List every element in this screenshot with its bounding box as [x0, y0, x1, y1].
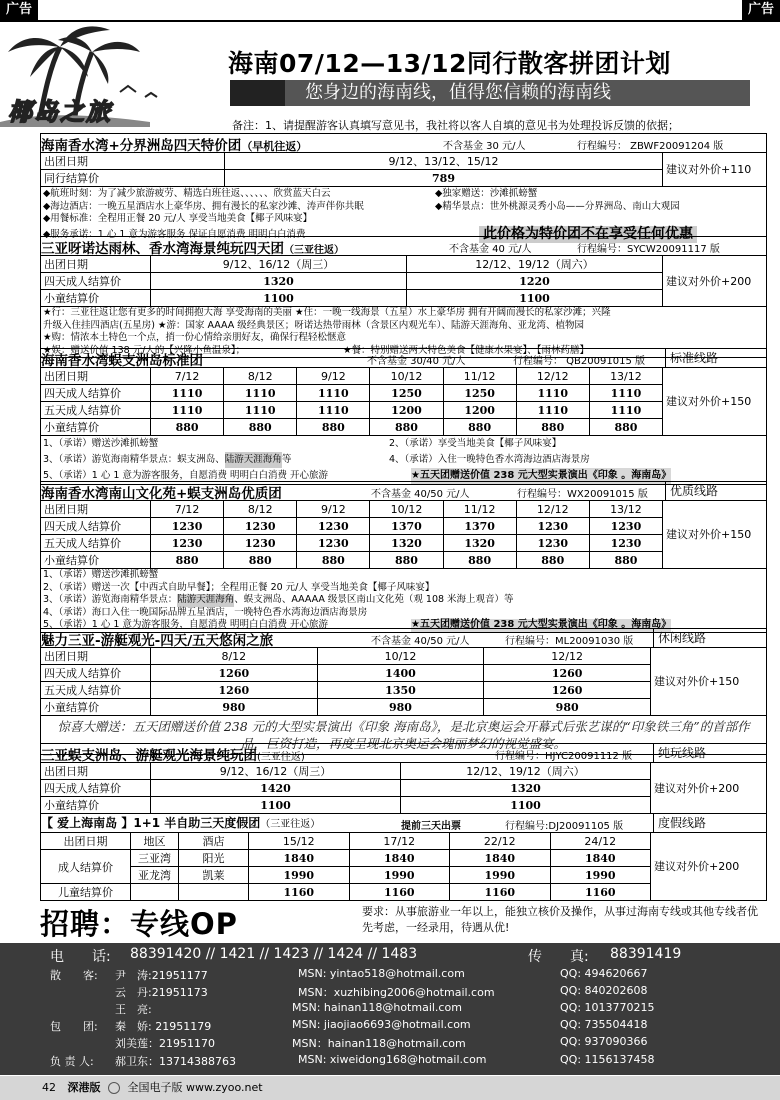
- row-label: 五天成人结算价: [41, 402, 151, 419]
- tour-tag: （三亚往返）: [284, 245, 344, 256]
- commitment-item: 1、（承诺）赠送沙滩抓螃蟹: [43, 569, 159, 580]
- fund-note: 不含基金 40/50 元/人: [371, 636, 470, 647]
- fund-note: 不含基金 30 元/人: [443, 141, 526, 152]
- date-cell: 22/12: [450, 833, 551, 850]
- contact-role: 包 团:: [50, 1020, 98, 1033]
- contact-qq: QQ: 937090366: [560, 1035, 648, 1048]
- row-label: 出团日期: [41, 763, 151, 780]
- commitment-item: 1、（承诺）赠送沙滩抓螃蟹: [43, 438, 159, 449]
- row-label: 四天成人结算价: [41, 780, 151, 797]
- price-cell: 880: [516, 552, 589, 569]
- row-label: 五天成人结算价: [41, 682, 151, 699]
- header-cell: 酒店: [179, 833, 249, 850]
- line-type-label: 休闲线路: [653, 629, 706, 648]
- price-cell: 1220: [407, 273, 663, 290]
- price-cell: 980: [484, 699, 651, 716]
- price-cell: 1100: [151, 290, 407, 307]
- price-cell: 980: [151, 699, 318, 716]
- suggested-price: 建议对外价+150: [663, 501, 767, 569]
- route-code: 行程编号：WX20091015 版: [517, 489, 648, 500]
- tour-section-wuzhizhou-pure: [40, 743, 767, 814]
- website-link[interactable]: 全国电子版 www.zyoo.net: [127, 1081, 263, 1094]
- tour-name: 【 爱上海南岛 】1+1 半自助三天度假团: [41, 816, 261, 830]
- price-cell: 1320: [370, 535, 443, 552]
- contact-msn: MSN: xiweidong168@hotmail.com: [298, 1053, 487, 1066]
- departure-dates: 9/12、13/12、15/12: [225, 153, 663, 170]
- price-table: [40, 152, 767, 187]
- fund-note: 不含基金 40 元/人: [449, 244, 532, 255]
- price-cell: 1230: [516, 535, 589, 552]
- feature-item: ◆服务承诺：1 心 1 意为游客服务 保证自愿消费 明明白白消费: [43, 228, 306, 240]
- contact-role: 散 客:: [50, 969, 98, 982]
- contact-name: 尹 涛:21951177: [115, 969, 208, 982]
- row-label: 儿童结算价: [41, 884, 131, 901]
- departure-dates: 9/12、16/12（周三）: [151, 763, 401, 780]
- price-cell: 1160: [349, 884, 450, 901]
- price-cell: 1320: [443, 535, 516, 552]
- row-label: 同行结算价: [41, 170, 225, 187]
- emblem-icon: [108, 1082, 120, 1094]
- price-cell: 880: [370, 419, 443, 436]
- price-cell: 1230: [516, 518, 589, 535]
- route-code: 行程编号：ML20091030 版: [505, 636, 634, 647]
- contact-msn: MSN：hainan118@hotmail.com: [292, 1037, 466, 1050]
- tour-commitments: [40, 436, 767, 485]
- row-label: 小童结算价: [41, 797, 151, 814]
- contact-msn: MSN: jiaojiao6693@hotmail.com: [292, 1018, 471, 1031]
- tour-name: 魅力三亚-游艇观光-四天/五天悠闲之旅: [41, 633, 274, 649]
- contact-name: 云 丹:21951173: [115, 986, 208, 999]
- tour-name: 海南香水湾蜈支洲岛标准团: [41, 353, 203, 369]
- feature-item: ◆精华景点：世外桃源灵秀小岛——分界洲岛、南山大观园: [435, 200, 680, 212]
- fund-note: 不含基金 30/40 元/人: [367, 356, 466, 367]
- price-cell: 1110: [297, 385, 370, 402]
- date-cell: 10/12: [317, 648, 484, 665]
- price-cell: 880: [151, 419, 224, 436]
- price-table: [40, 647, 767, 716]
- feature-item: 升级入住挂四酒店(五星房) ★游：国家 AAAA 级经典景区；呀诺达热带雨林（含景区内观光车）、陆游天涯海角、亚龙湾、植物园: [43, 319, 585, 331]
- gift-notice: ★五天团赠送价值 238 元大型实景演出《印象 。海南岛》: [411, 619, 672, 630]
- tour-tag: （三亚往返）: [260, 819, 321, 830]
- commitment-item: 2、（承诺）赠送一次【中西式自助早餐】；全程用正餐 20 元/人 享受当地美食【椰子风味宴】: [43, 581, 435, 593]
- price-cell: 1320: [151, 273, 407, 290]
- price-cell: 1990: [550, 867, 651, 884]
- date-cell: 11/12: [443, 501, 516, 518]
- row-label: 小童结算价: [41, 552, 151, 569]
- price-cell: 880: [297, 419, 370, 436]
- commitment-item: 3、（承诺）游览海南精华景点：: [43, 594, 178, 605]
- slogan-text: 您身边的海南线，值得您信赖的海南线: [305, 82, 611, 103]
- departure-dates: 12/12、19/12（周六）: [401, 763, 651, 780]
- price-cell: 1200: [370, 402, 443, 419]
- price-table: [40, 255, 767, 307]
- price-cell: 1840: [550, 850, 651, 867]
- tour-name: 海南香水湾南山文化苑+蜈支洲岛优质团: [41, 486, 282, 502]
- date-cell: 12/12: [484, 648, 651, 665]
- contact-name: 刘美莲：21951170: [115, 1037, 215, 1050]
- row-label: 出团日期: [41, 153, 225, 170]
- price-cell: 1230: [151, 535, 224, 552]
- recruit-title: 招聘：专线OP: [40, 907, 238, 941]
- area-cell: 亚龙湾: [131, 867, 179, 884]
- price-cell: 1840: [450, 850, 551, 867]
- price-cell: 1260: [151, 665, 318, 682]
- tour-section-wuzhizhou-standard: [40, 348, 767, 485]
- departure-dates: 12/12、19/12（周六）: [407, 256, 663, 273]
- date-cell: 17/12: [349, 833, 450, 850]
- gift-notice: ★五天团赠送价值 238 元大型实景演出《印象 。海南岛》: [411, 468, 671, 484]
- price-cell: 1110: [151, 385, 224, 402]
- commitment-item: 5、（承诺）1 心 1 意为游客服务，自愿消费 明明白白消费 开心旅游: [43, 470, 328, 481]
- contact-qq: QQ: 840202608: [560, 984, 648, 997]
- fund-note: 不含基金 40/50 元/人: [371, 489, 470, 500]
- row-label: 出团日期: [41, 648, 151, 665]
- price-cell: 1110: [297, 402, 370, 419]
- line-type-label: 度假线路: [653, 814, 706, 833]
- suggested-price: 建议对外价+200: [651, 763, 767, 814]
- commitment-item: 等: [281, 454, 292, 465]
- ad-tag-left: 广告: [0, 0, 38, 20]
- promo-text: 惊喜大赠送：五天团赠送价值 238 元的大型实景演出《印象 海南岛》，是北京奥运会开幕式后张艺谋的“印象铁三角”的首部作品，巨资打造，再度呈现北京奥运会瑰丽梦幻的视觉盛宴。: [40, 716, 767, 755]
- row-label: 四天成人结算价: [41, 273, 151, 290]
- date-cell: 10/12: [370, 368, 443, 385]
- price-cell: 880: [443, 552, 516, 569]
- feature-item: ★娱：赠送价值 138 元/人的【兴隆小鱼温泉】；: [43, 344, 246, 356]
- feature-item: ◆独家赠送：沙滩抓螃蟹: [435, 188, 538, 199]
- contact-name: 秦 娇: 21951179: [115, 1020, 212, 1033]
- price-cell: 1110: [589, 402, 662, 419]
- price-cell: 1370: [370, 518, 443, 535]
- date-cell: 24/12: [550, 833, 651, 850]
- row-label: 四天成人结算价: [41, 385, 151, 402]
- price-cell: 1160: [249, 884, 350, 901]
- feature-item: ◆用餐标准：全程用正餐 20 元/人 享受当地美食【椰子风味宴】: [43, 213, 313, 224]
- price-cell: 1230: [297, 535, 370, 552]
- price-cell: 1110: [589, 385, 662, 402]
- tour-features: [40, 187, 767, 243]
- price-cell: 1990: [349, 867, 450, 884]
- price-cell: 1160: [550, 884, 651, 901]
- date-cell: 9/12: [297, 501, 370, 518]
- price-cell: 1100: [407, 290, 663, 307]
- price-cell: 1110: [224, 385, 297, 402]
- hotel-cell: 阳光: [179, 850, 249, 867]
- price-cell: 1250: [370, 385, 443, 402]
- price-cell: 1110: [224, 402, 297, 419]
- price-cell: 1100: [151, 797, 401, 814]
- route-code: 行程编号： QB20091015 版: [513, 356, 645, 367]
- commitment-item: 4、（承诺）海口入住一晚国际品牌五星酒店，一晚特色香水湾海边酒店海景房: [43, 606, 368, 618]
- tour-section-sanya-yacht-leisure: [40, 628, 767, 755]
- edition-label: 深港版: [67, 1081, 101, 1094]
- route-code: 行程编号:DJ20091105 版: [505, 821, 624, 832]
- route-code: 行程编号：HJYC20091112 版: [495, 751, 633, 762]
- row-label: 小童结算价: [41, 699, 151, 716]
- ticket-notice: 提前三天出票: [401, 821, 461, 832]
- price-cell: 880: [589, 552, 662, 569]
- route-code: 行程编号：SYCW20091117 版: [577, 244, 720, 255]
- contact-qq: QQ: 1013770215: [560, 1001, 655, 1014]
- price-cell: 1110: [151, 402, 224, 419]
- price-cell: 1160: [450, 884, 551, 901]
- contact-role: 负 责 人:: [50, 1055, 94, 1068]
- date-cell: 11/12: [443, 368, 516, 385]
- price-table: [40, 500, 767, 569]
- tour-name: 三亚呀诺达雨林、香水湾海景纯玩四天团: [41, 241, 284, 257]
- price-cell: 880: [224, 552, 297, 569]
- line-type-label: 标准线路: [665, 349, 718, 368]
- price-cell: 1260: [484, 665, 651, 682]
- section-header: [40, 628, 767, 647]
- suggested-price: 建议对外价+200: [663, 256, 767, 307]
- tour-section-yanuoda: [40, 236, 767, 358]
- commitment-item: 2、（承诺）享受当地美食【椰子风味宴】: [389, 438, 562, 449]
- route-code: 行程编号： ZBWF20091204 版: [577, 141, 724, 152]
- price-cell: 789: [225, 170, 663, 187]
- price-cell: 1250: [443, 385, 516, 402]
- date-cell: 10/12: [370, 501, 443, 518]
- date-cell: 8/12: [224, 368, 297, 385]
- row-label: 出团日期: [41, 256, 151, 273]
- contact-msn: MSN: hainan118@hotmail.com: [292, 1001, 462, 1014]
- feature-item: ★餐：特别赠送两大特色美食【健康水果宴】、【雨林药膳】: [343, 344, 590, 356]
- price-cell: 1990: [249, 867, 350, 884]
- price-cell: 1320: [401, 780, 651, 797]
- section-header: [40, 133, 767, 152]
- tour-tag: (三亚往返): [257, 752, 305, 763]
- price-cell: 1110: [516, 402, 589, 419]
- remark-note: 备注：1、请提醒游客认真填写意见书，我社将以客人自填的意见书为处理投诉反馈的依据；: [232, 119, 679, 132]
- row-label: 出团日期: [41, 368, 151, 385]
- price-cell: 1350: [317, 682, 484, 699]
- ad-tag-right: 广告: [742, 0, 780, 20]
- contact-msn: MSN: yintao518@hotmail.com: [298, 967, 465, 980]
- contact-qq: QQ: 1156137458: [560, 1053, 655, 1066]
- price-cell: 1260: [151, 682, 318, 699]
- section-header: [40, 813, 767, 832]
- suggested-price: 建议对外价+150: [663, 368, 767, 436]
- tel-label: 电 话:: [50, 949, 111, 965]
- tour-section-xiangshuiwan-fenjiezhou: [40, 133, 767, 243]
- price-table: [40, 762, 767, 814]
- price-cell: 1230: [224, 518, 297, 535]
- tour-tag: （早机往返）: [241, 140, 308, 153]
- suggested-price: 建议对外价+150: [651, 648, 767, 716]
- tour-section-nanshan-quality: [40, 481, 767, 633]
- area-cell: 三亚湾: [131, 850, 179, 867]
- price-table: [40, 367, 767, 436]
- price-cell: 1230: [297, 518, 370, 535]
- price-cell: 1260: [484, 682, 651, 699]
- slogan-bar: [230, 80, 750, 106]
- highlight-text: 陆游天涯海角: [225, 452, 282, 468]
- fax-label: 传 真:: [528, 949, 589, 965]
- contact-name: 王 亮:: [115, 1003, 152, 1016]
- page-number: 42: [42, 1081, 56, 1094]
- price-cell: 1840: [249, 850, 350, 867]
- price-cell: 880: [443, 419, 516, 436]
- date-cell: 12/12: [516, 368, 589, 385]
- contact-name: 郝卫东：13714388763: [115, 1055, 236, 1068]
- row-label: 成人结算价: [41, 850, 131, 884]
- commitment-item: 5、（承诺）1 心 1 意为游客服务，自愿消费 明明白白消费 开心旅游: [43, 619, 328, 630]
- section-header: [40, 743, 767, 762]
- price-cell: 1200: [443, 402, 516, 419]
- price-cell: 880: [151, 552, 224, 569]
- contact-panel: [0, 943, 780, 1075]
- tour-commitments: [40, 569, 767, 633]
- contact-qq: QQ: 494620667: [560, 967, 648, 980]
- row-label: 小童结算价: [41, 419, 151, 436]
- fax-number: 88391419: [610, 946, 682, 962]
- highlight-text: 陆游天涯海角: [177, 594, 235, 605]
- price-cell: 1990: [450, 867, 551, 884]
- price-cell: 1110: [516, 385, 589, 402]
- price-cell: 880: [297, 552, 370, 569]
- tour-name: 海南香水湾+分界洲岛四天特价团: [41, 138, 242, 154]
- feature-item: ◆航班时刻：为了减少旅游疲劳、精选白班往返、、、、、、欣赏蓝天白云: [43, 188, 331, 199]
- price-cell: 1370: [443, 518, 516, 535]
- section-header: [40, 481, 767, 500]
- commitment-item: 、蜈支洲岛、AAAAA 级景区南山文化苑（观 108 米海上观音）等: [234, 594, 514, 605]
- special-price-notice: 此价格为特价团不在享受任何优惠: [479, 226, 697, 243]
- suggested-price: 建议对外价+110: [663, 153, 767, 187]
- feature-item: ◆海边酒店：一晚五星酒店水上豪华房、拥有漫长的私家沙滩、涛声伴你共眠: [43, 200, 364, 212]
- row-label: 五天成人结算价: [41, 535, 151, 552]
- row-label: 出团日期: [41, 501, 151, 518]
- date-cell: 15/12: [249, 833, 350, 850]
- contact-qq: QQ: 735504418: [560, 1018, 648, 1031]
- price-cell: 1230: [589, 518, 662, 535]
- date-cell: 7/12: [151, 368, 224, 385]
- price-cell: 880: [516, 419, 589, 436]
- price-cell: 1230: [224, 535, 297, 552]
- header-cell: 地区: [131, 833, 179, 850]
- tel-numbers: 88391420 // 1421 // 1423 // 1424 // 1483: [130, 946, 418, 962]
- feature-item: ★购：情浓本土特色一个点，捎一份心情给亲朋好友，确保行程轻松惬意: [43, 332, 347, 343]
- logo-text: 椰岛之旅: [8, 98, 112, 126]
- price-table: [40, 832, 767, 901]
- price-cell: 1400: [317, 665, 484, 682]
- price-cell: 1840: [349, 850, 450, 867]
- price-cell: 1230: [589, 535, 662, 552]
- date-cell: 12/12: [516, 501, 589, 518]
- suggested-price: 建议对外价+200: [651, 833, 767, 901]
- departure-dates: 9/12、16/12（周三）: [151, 256, 407, 273]
- row-label: 四天成人结算价: [41, 518, 151, 535]
- date-cell: 7/12: [151, 501, 224, 518]
- line-type-label: 优质线路: [665, 482, 718, 501]
- price-cell: 1230: [151, 518, 224, 535]
- recruit-requirements: 要求：从事旅游业一年以上，能独立核价及操作，从事过海南专线或其他专线者优先考虑，一经录用，待遇从优!: [362, 905, 758, 934]
- date-cell: 13/12: [589, 368, 662, 385]
- commitment-item: 3、（承诺）游览海南精华景点：蜈支洲岛、: [43, 454, 225, 465]
- price-cell: 980: [317, 699, 484, 716]
- tour-section-love-hainan: [40, 813, 767, 901]
- price-cell: 880: [224, 419, 297, 436]
- feature-item: ★行：三亚往返让您有更多的时间拥抱大海 享受海南的美丽 ★住：一晚一线海景（五星）水上豪华房 拥有开阔而漫长的私家沙滩；兴隆: [43, 307, 611, 318]
- line-type-label: 纯玩线路: [653, 744, 706, 763]
- price-cell: 1100: [401, 797, 651, 814]
- section-header: [40, 236, 767, 255]
- page-footer: [0, 1076, 780, 1100]
- page-title: 海南07/12—13/12同行散客拼团计划: [228, 49, 671, 78]
- price-cell: 880: [589, 419, 662, 436]
- date-cell: 9/12: [297, 368, 370, 385]
- hotel-cell: 凯莱: [179, 867, 249, 884]
- logo: [0, 22, 225, 127]
- tour-name: 三亚蜈支洲岛、游艇观光海景纯玩团: [41, 748, 257, 764]
- row-label: 小童结算价: [41, 290, 151, 307]
- date-cell: 8/12: [224, 501, 297, 518]
- contact-msn: MSN：xuzhibing2006@hotmail.com: [298, 986, 495, 999]
- price-cell: 1420: [151, 780, 401, 797]
- price-cell: 880: [370, 552, 443, 569]
- row-label: 四天成人结算价: [41, 665, 151, 682]
- date-cell: 13/12: [589, 501, 662, 518]
- commitment-item: 4、（承诺）入住一晚特色香水湾海边酒店海景房: [389, 454, 590, 465]
- section-header: [40, 348, 767, 367]
- date-cell: 8/12: [151, 648, 318, 665]
- header-cell: 出团日期: [41, 833, 131, 850]
